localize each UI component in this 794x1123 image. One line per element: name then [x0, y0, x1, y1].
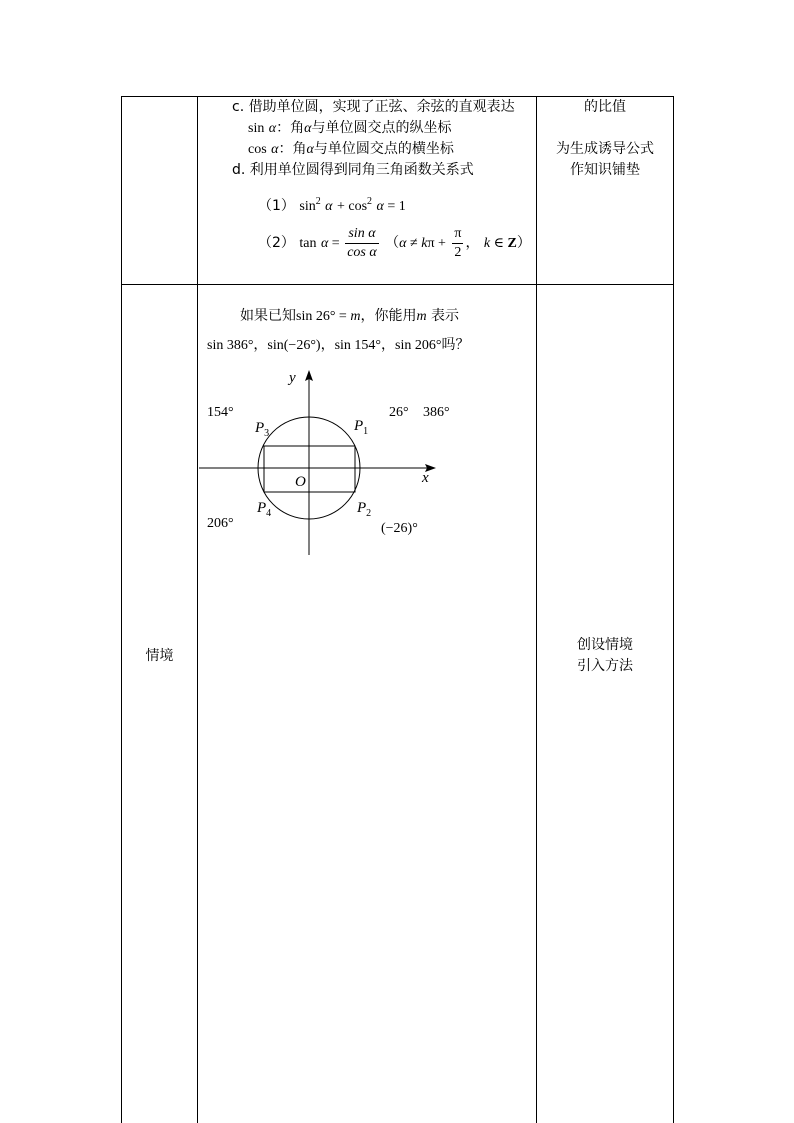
angle-26-label: 26° — [389, 405, 409, 420]
origin-label: O — [295, 474, 306, 490]
unit-circle-figure — [197, 360, 457, 560]
p4-label: $P_4$ — [257, 500, 272, 519]
x-axis-label: x — [422, 470, 429, 486]
tan-fraction: $\frac{\text{sin α}}{\text{cos α}}$ — [347, 225, 377, 260]
row2-label: 情境 — [145, 648, 174, 664]
table-col1-divider — [197, 96, 198, 1123]
note-ratio: 的比值 — [584, 99, 626, 115]
identity-equation-1: （1） $\sin^2 \alpha + \cos^2 \alpha = 1$ — [258, 196, 406, 214]
point-d-line: d. 利用单位圆得到同角三角函数关系式 — [232, 162, 474, 178]
sin-definition-line: sin α：角α与单位圆交点的纵坐标 — [248, 120, 452, 136]
note-prepare-formula: 为生成诱导公式 — [556, 141, 654, 157]
pi-over-two-fraction: $\frac{\pi}{2}$ — [454, 225, 462, 260]
table-row-divider — [121, 284, 674, 285]
note-create-situation: 创设情境 — [577, 637, 633, 653]
angle-154-label: 154° — [207, 405, 234, 420]
angle-206-label: 206° — [207, 516, 234, 531]
note-introduce-method: 引入方法 — [577, 658, 633, 674]
y-axis-label: y — [289, 370, 296, 386]
question-line-1: 如果已知sin 26° = m，你能用m 表示 — [240, 308, 460, 324]
cos-definition-line: cos α：角α与单位圆交点的横坐标 — [248, 141, 454, 157]
angle-386-label: 386° — [423, 405, 450, 420]
p2-label: $P_2$ — [357, 500, 372, 519]
p1-label: $P_1$ — [354, 418, 369, 437]
table-col2-divider — [536, 96, 537, 1123]
question-line-2: sin 386°，sin(−26°)，sin 154°，sin 206°吗？ — [207, 338, 470, 353]
angle-neg26-label: (−26)° — [381, 521, 418, 536]
table-left-border — [121, 96, 122, 1123]
identity-equation-2: （2） tan α = $\frac{\text{sin α}}{\text{cos α}}$ （α ≠ kπ + $\frac{\pi}{2}$ ， k ∈ Z） — [258, 225, 531, 260]
point-c-line: c. 借助单位圆，实现了正弦、余弦的直观表达 — [232, 99, 515, 115]
table-right-border — [673, 96, 674, 1123]
p3-label: $P_3$ — [255, 420, 270, 439]
note-knowledge-base: 作知识铺垫 — [570, 162, 640, 178]
